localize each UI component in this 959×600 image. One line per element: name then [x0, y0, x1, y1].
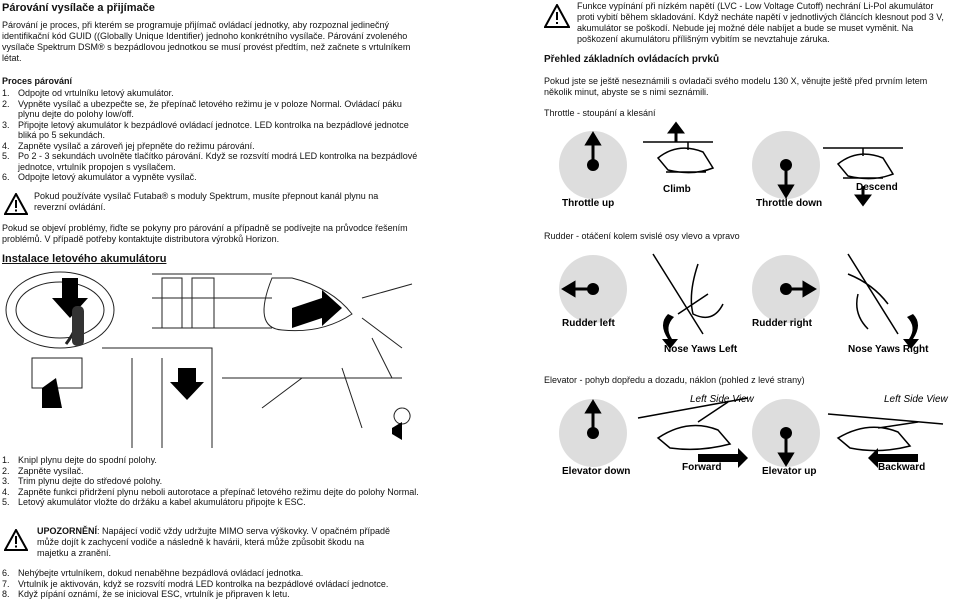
futaba-warning: Pokud používáte vysílač Futaba® s moduly Spektrum, musíte přepnout kanál plynu na reverzní ovládání. — [34, 191, 379, 212]
caution-text: : Napájecí vodič vždy udržujte MIMO serva výškovky. V opačném případě může dojít k zachycení vodiče a následně k havárii, která může způsobit škodu na majetku a zranění. — [37, 526, 390, 558]
rudder-figure — [558, 244, 938, 354]
list-item — [2, 172, 422, 183]
warning-icon — [4, 193, 28, 215]
list-item-text: Trim plynu dejte do středové polohy. — [18, 476, 163, 486]
nose-yaws-right-label: Nose Yaws Right — [848, 344, 929, 354]
throttle-figure — [558, 120, 938, 212]
backward-label: Backward — [878, 462, 926, 473]
forward-label: Forward — [682, 462, 722, 473]
elevator-up-label: Elevator up — [762, 466, 817, 477]
list-item-number: 2. — [2, 465, 10, 476]
list-item — [2, 88, 422, 99]
list-item-number: 4. — [2, 486, 10, 497]
install-steps-second — [2, 568, 422, 600]
lvc-warning: Funkce vypínání při nízkém napětí (LVC - Low Voltage Cutoff) nechrání Li-Pol akumulátor proti vybití během skladování. Když necháte napětí v jednotlivých článcích klesnout pod 3 V, akumulátor se poškodí. Nebude jej možné déle nabíjet a bude se muset vyměnit. Na poškození akumulátoru přílišným vybitím se nevztahuje záruka. — [577, 1, 944, 44]
list-item-number: 8. — [2, 589, 10, 599]
caution-icon — [4, 529, 28, 551]
list-item — [2, 99, 422, 120]
rudder-left-label: Rudder left — [562, 318, 615, 329]
list-item-number: 2. — [2, 98, 10, 109]
list-item — [2, 497, 422, 508]
list-item-text: Odpojte od vrtulníku letový akumulátor. — [18, 88, 174, 98]
list-item-text: Knipl plynu dejte do spodní polohy. — [18, 455, 157, 465]
problems-note: Pokud se objeví problémy, řiďte se pokyny pro párování a případně se podívejte na průvodce řešením problémů. V případě potřeby kontaktujte distributora výrobků Horizon. — [2, 223, 408, 244]
list-item — [2, 476, 422, 487]
descend-label: Descend — [856, 182, 898, 193]
list-item — [2, 141, 422, 152]
list-item-text: Po 2 - 3 sekundách uvolněte tlačítko párování. Když se rozsvítí modrá LED kontrolka na bezpádlové jednotce, vrtulník propojen s vysílačem. — [18, 151, 418, 172]
rudder-right-label: Rudder right — [752, 318, 812, 329]
list-item — [2, 589, 422, 600]
list-item-number: 6. — [2, 568, 10, 578]
list-item-text: Nehýbejte vrtulníkem, dokud nenaběhne bezpádlová ovládací jednotka. — [18, 568, 304, 578]
list-item — [2, 579, 422, 590]
list-item — [2, 466, 422, 477]
pairing-steps — [2, 88, 422, 183]
list-item-text: Odpojte letový akumulátor a vypněte vysílač. — [18, 172, 197, 182]
list-item-number: 3. — [2, 119, 10, 130]
climb-label: Climb — [663, 184, 691, 195]
pairing-title: Párování vysílače a přijímače — [2, 2, 155, 14]
list-item-text: Vrtulník je aktivován, když se rozsvítí modrá LED kontrolka na bezpádlové ovládací jednotce. — [18, 578, 389, 589]
list-item-text: Zapněte vysílač. — [18, 465, 84, 476]
list-item-number: 6. — [2, 172, 10, 182]
elevator-figure — [558, 388, 950, 480]
lvc-warning-icon — [544, 4, 570, 28]
list-item-number: 1. — [2, 88, 10, 98]
elevator-caption: Elevator - pohyb dopředu a dozadu, náklon (pohled z levé strany) — [544, 375, 805, 385]
list-item — [2, 487, 422, 498]
list-item-text: Letový akumulátor vložte do držáku a kabel akumulátoru připojte k ESC. — [18, 497, 306, 507]
list-item-text: Vypněte vysílač a ubezpečte se, že přepínač letového režimu je v poloze Normal. Ovládací páku plynu dejte do polohy low/off. — [18, 98, 402, 119]
throttle-up-label: Throttle up — [562, 198, 615, 209]
pairing-process-heading: Proces párování — [2, 76, 73, 86]
list-item — [2, 151, 422, 172]
install-heading: Instalace letového akumulátoru — [2, 253, 167, 265]
elevator-down-label: Elevator down — [562, 466, 631, 477]
caution-note — [37, 526, 397, 559]
list-item-text: Když pípání oznámí, že se inicioval ESC, vrtulník je připraven k letu. — [18, 589, 290, 599]
install-steps-first — [2, 455, 422, 508]
rudder-caption: Rudder - otáčení kolem svislé osy vlevo a vpravo — [544, 231, 740, 241]
nose-yaws-left-label: Nose Yaws Left — [664, 344, 738, 354]
list-item — [2, 120, 422, 141]
left-side-view-label-1: Left Side View — [690, 394, 754, 405]
throttle-caption: Throttle - stoupání a klesání — [544, 108, 656, 118]
overview-heading: Přehled základních ovládacích prvků — [544, 54, 720, 65]
list-item-text: Zapněte funkci přidržení plynu neboli autorotace a přepínač letového režimu dejte do polohy Normal. — [18, 486, 419, 497]
list-item-number: 5. — [2, 497, 10, 507]
list-item-number: 7. — [2, 578, 10, 589]
list-item-text: Zapněte vysílač a zároveň jej přepněte do režimu párování. — [18, 140, 255, 151]
list-item-number: 5. — [2, 151, 10, 161]
throttle-down-label: Throttle down — [756, 198, 823, 209]
list-item-number: 3. — [2, 476, 10, 486]
list-item — [2, 455, 422, 466]
pairing-intro: Párování je proces, při kterém se programuje přijímač ovládací jednotky, aby rozpoznal jedinečný identifikační kód GUID ((Globally Unique Identifier) jednoho konkrétního vysílače. Párování zvoleného vysílače Spektrum DSM® s bezpádlovou jednotkou se musí provést předtím, než začnete s vrtulníkem létat. — [2, 20, 411, 63]
list-item-number: 4. — [2, 140, 10, 151]
left-side-view-label-2: Left Side View — [884, 394, 948, 405]
list-item-text: Připojte letový akumulátor k bezpádlové ovládací jednotce. LED kontrolka na bezpádlové jednotce bliká po 5 sekundách. — [18, 119, 409, 140]
list-item — [2, 568, 422, 579]
list-item-number: 1. — [2, 455, 10, 465]
overview-intro: Pokud jste se ještě neseznámili s ovladači svého modelu 130 X, věnujte ještě před prvním letem několik minut, abyste se s nimi seznámili. — [544, 76, 928, 97]
battery-install-illustration — [2, 268, 417, 450]
caution-label: UPOZORNĚNÍ — [37, 526, 98, 536]
